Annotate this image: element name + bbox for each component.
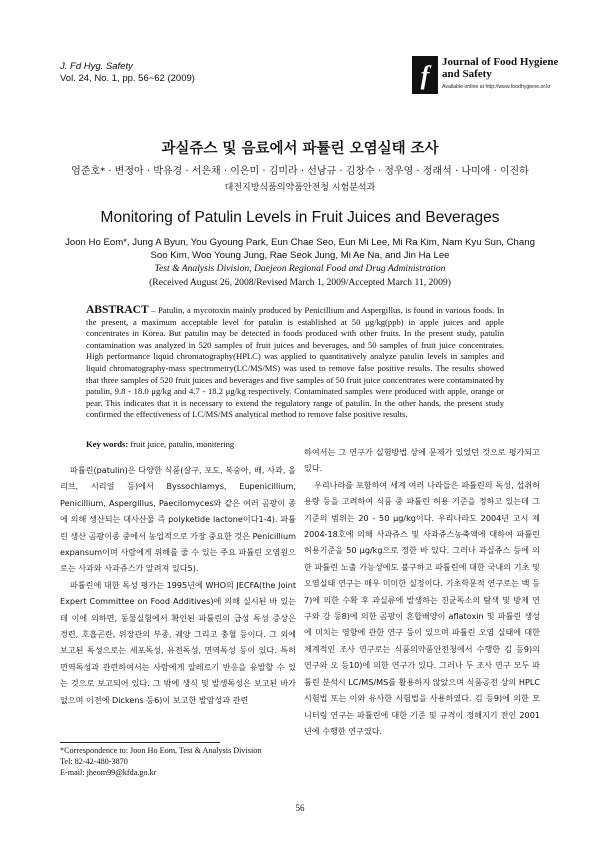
correspondence-footnote	[60, 745, 296, 778]
journal-url: Available online at http://www.foodhygiene.or.kr	[442, 84, 551, 90]
footnote-correspondence: *Correspondence to: Joon Ho Eom, Test & Analysis Division	[60, 746, 262, 755]
body-paragraph: 파튤린에 대한 독성 평가는 1995년에 WHO의 JECFA(the Joint Expert Committee on Food Additives)에 의해 실시된 바 있는데 이에 의하면, 동물실험에서 확인된 파튤린의 급성 독성 증상은 경련, 호흡곤란, 위장관의 부종, 궤양 그리고 충혈 등이다. 그 외에 보고된 독성으로는 세포독성, 유전독성, 면역독성 등이 있다. 특히 면역독성과 관련하여서는 사람에게 알레르기 반응을 유발할 수 있는 것으로 보고되어 있다. 그 밖에 생식 및 발생독성은 보고된 바가 없으며 이전에 Dickens 등6)이 보고한 발암성과 관련	[60, 579, 296, 705]
journal-name	[442, 56, 558, 80]
english-title: Monitoring of Patulin Levels in Fruit Juices and Beverages	[100, 209, 500, 226]
footnote-divider	[60, 742, 220, 743]
body-right-column	[304, 444, 540, 739]
abstract-text: – Patulin, a mycotoxin mainly produced by Penicillium and Aspergillus, is found in various foods. In the present, a maximum acceptable level for patulin is established at 50 μg/kg(ppb) in apple juices and apple concentrates in Korea. But patulin may be detected in foods produced with other fruits. In the present study, patulin contamination was analyzed in 520 samples of fruit juices and beverages, and 50 samples of fruit juice concentrates. High performance liquid chromatography(HPLC) was applied to quantitatively analyze patulin levels in samples and liquid chromatography-mass spectrometry(LC/MS/MS) was used to remove false positive results. The results showed that three samples of 520 fruit juices and beverages and five samples of 50 fruit juice concentrates were contaminated by patulin, 9.8 - 18.0 μg/kg and 4.7 - 18.2 μg/kg respectively. Contaminated samples were produced with apple, orange or pear. This indicates that it is necessary to extend the regulatory range of patulin. In the other hands, the present study confirmed the effectiveness of LC/MS/MS analytical method to remove false positive results.	[86, 305, 504, 420]
abstract-label: ABSTRACT	[86, 304, 149, 316]
body-left-column	[60, 462, 296, 708]
journal-name-line2: and Safety	[442, 68, 492, 80]
received-dates: (Received August 26, 2008/Revised March 1, 2009/Accepted March 11, 2009)	[149, 277, 451, 288]
korean-authors: 엄준호* · 변정아 · 박유경 · 서은채 · 이은미 · 김미라 · 선남규 · 김창수 · 정우영 · 정래석 · 나미애 · 이진하	[71, 166, 529, 177]
korean-title: 과실쥬스 및 음료에서 파튤린 오염실태 조사	[161, 141, 439, 157]
keywords-text: fruit juice, patulin, monitering	[128, 439, 235, 449]
journal-volume: Vol. 24, No. 1, pp. 56~62 (2009)	[60, 73, 195, 84]
abstract	[86, 305, 504, 421]
page-number: 56	[295, 803, 305, 813]
keywords-label: Key words:	[86, 439, 129, 449]
journal-abbrev: J. Fd Hyg. Safety	[60, 61, 133, 72]
journal-citation	[60, 61, 195, 85]
body-paragraph: 하여서는 그 연구가 실험방법 상에 문제가 있었던 것으로 평가되고 있다.	[304, 447, 540, 474]
badge-letter: f	[420, 61, 430, 90]
journal-logo	[412, 46, 562, 96]
footnote-tel: Tel: 82-42-480-3870	[60, 757, 128, 766]
korean-affiliation: 대전지방식품의약품안전청 시험분석과	[224, 183, 376, 193]
english-authors: Joon Ho Eom*, Jung A Byun, You Gyoung Park, Eun Chae Seo, Eun Mi Lee, Mi Ra Kim, Nam Kyu Sun, Chang Soo Kim, Woo Young Jung, Rae Seok Jung, Mi Ae Na, and Jin Ha Lee	[65, 237, 535, 261]
english-affiliation: Test & Analysis Division, Daejeon Regional Food and Drug Administration	[154, 263, 446, 274]
journal-name-line1: Journal of Food Hygiene	[442, 56, 559, 68]
body-paragraph: 우리나라를 포함하여 세계 여러 나라들은 파튤린의 독성, 섭취허용량 등을 고려하여 식품 중 파튤린 허용 기준을 정하고 있는데 그 기준의 범위는 20 - 50 μg/kg이다. 우리나라도 2004년 고시 제2004-18호에 의해 사과쥬스 및 사과쥬스농축액에 대하여 파튤린 허용기준을 50 μg/kg으로 정한 바 있다. 그러나 과실쥬스 등에 의한 파튤린 노출 가능성에도 불구하고 파튤린에 대한 국내의 기초 및 오염실태 연구는 매우 미미한 실정이다. 기초학문적 연구로는 백 등7)에 의한 수확 후 과실류에 발생하는 진균독소의 탐색 및 방제 연구와 강 등8)에 의한 곰팡이 혼합배양이 aflatoxin 및 파튤린 생성에 미치는 영향에 관한 연구 등이 있으며 파튤린 오염 실태에 대한 체계적인 조사 연구로는 식품의약품안전청에서 수행한 김 등9)의 연구와 오 등10)에 의한 연구가 있다. 그러나 두 조사 연구 모두 파튤린 분석시 LC/MS/MS를 활용하지 않았으며 식품공전 상의 HPLC 시험법 또는 이와 유사한 시험법을 사용하였다. 김 등9)에 의한 모니터링 연구는 파튤린에 대한 기준 및 규격이 정해지기 전인 2001년에 수행한 연구였다.	[304, 479, 540, 736]
journal-badge-icon	[412, 56, 438, 94]
footnote-email: E-mail: jheom99@kfda.go.kr	[60, 768, 157, 777]
body-paragraph: 파튤린(patulin)은 다양한 식품(살구, 포도, 복숭아, 배, 사과, 올리브, 시리얼 등)에서 Byssochlamys, Eupenicillium, Penicillium, Aspergillus, Paecilomyces와 같은 여러 곰팡이 종에 의해 생산되는 대사산물 즉 polyketide lactone이다1-4). 파튤린 생산 곰팡이종 중에서 농업적으로 가장 중요한 것은 Penicillium expansum이며 사람에게 위해를 줄 수 있는 주요 파튤린 오염원으로는 사과와 사과쥬스가 알려져 있다5).	[60, 465, 297, 574]
